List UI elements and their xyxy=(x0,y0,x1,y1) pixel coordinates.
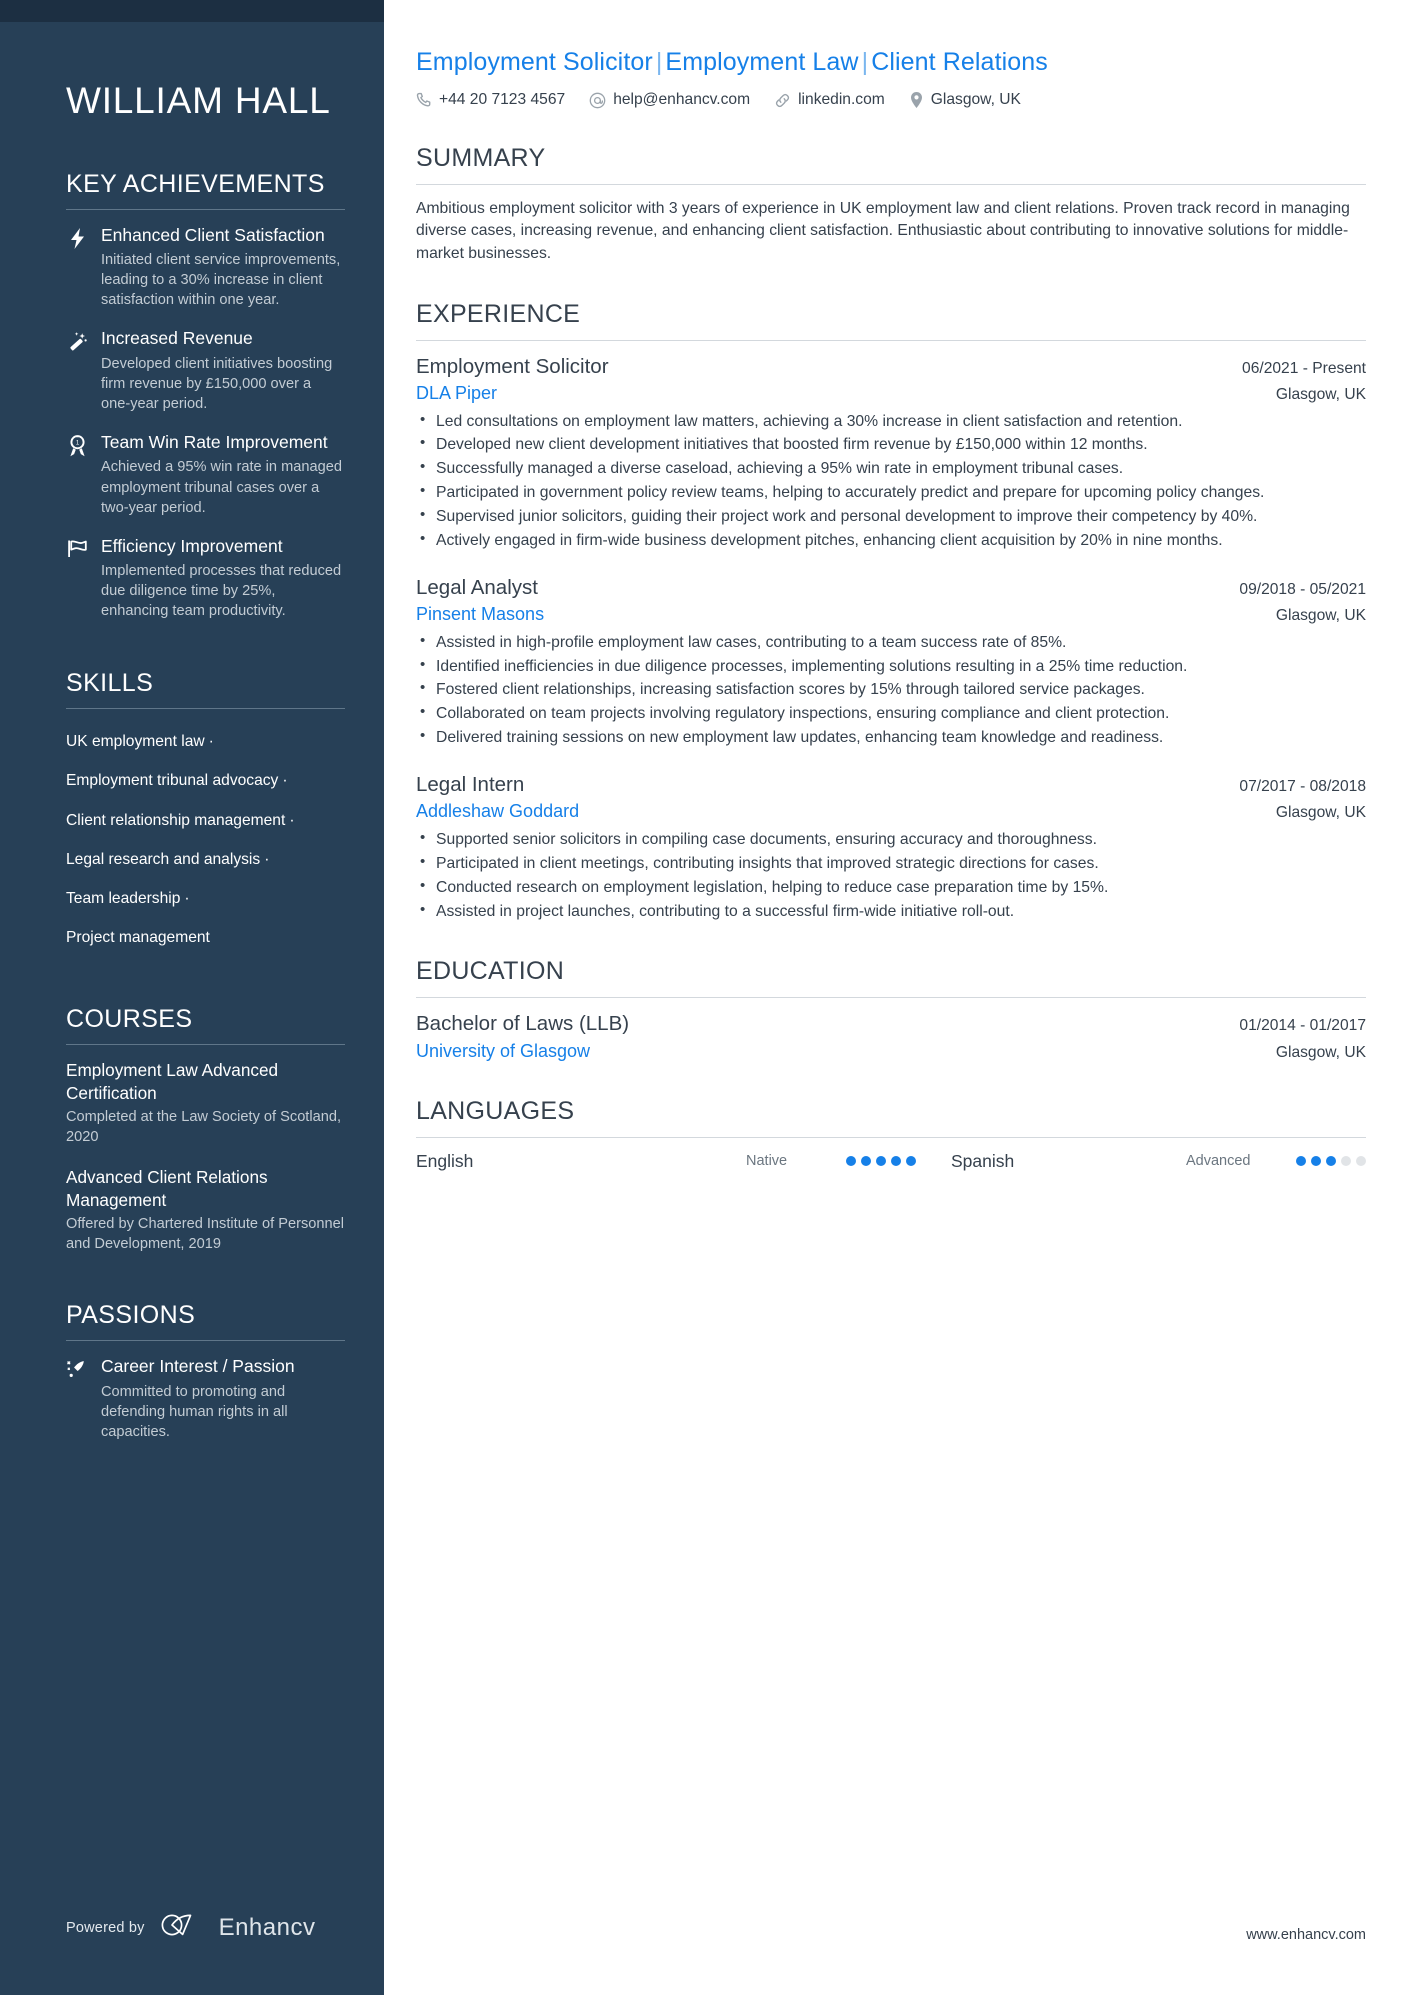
experience-heading: EXPERIENCE xyxy=(416,299,581,328)
language-item-english xyxy=(416,1151,746,1172)
skill-label: Team leadership xyxy=(66,890,181,908)
summary-heading: SUMMARY xyxy=(416,144,546,172)
headline-separator: | xyxy=(655,48,663,76)
section-education xyxy=(416,956,1366,1062)
language-item-spanish xyxy=(951,1151,1186,1172)
skill-item xyxy=(66,840,344,879)
main-content xyxy=(384,0,1410,1995)
job-bullet: • Conducted research on employment legislation, helping to reduce case preparation time by 15%. xyxy=(416,877,1366,898)
section-passions xyxy=(66,1300,344,1442)
contact-location xyxy=(909,91,1021,109)
divider xyxy=(416,1137,1366,1138)
skill-separator: · xyxy=(289,811,295,829)
language-level: Advanced xyxy=(1186,1153,1251,1170)
job-bullets xyxy=(416,632,1366,749)
divider xyxy=(416,997,1366,998)
skills-heading: SKILLS xyxy=(66,668,154,697)
passion-item xyxy=(66,1355,344,1442)
powered-by-label: Powered by xyxy=(66,1919,145,1936)
job-bullet: • Assisted in high-profile employment law cases, contributing to a team success rate of 85%. xyxy=(416,632,1366,653)
job-bullet: • Participated in government policy review teams, helping to accurately predict and prepare for upcoming policy changes. xyxy=(416,482,1366,503)
language-rating-spanish xyxy=(1296,1156,1366,1166)
flag-icon xyxy=(66,535,88,622)
skill-item xyxy=(66,723,344,762)
skill-item xyxy=(66,762,344,801)
skills-list xyxy=(66,723,344,959)
job-bullet: • Developed new client development initiatives that boosted firm revenue by £150,000 within 12 months. xyxy=(416,434,1366,455)
rating-dot xyxy=(861,1156,871,1166)
job-bullet: • Actively engaged in firm-wide business development pitches, enhancing client acquisition by 20% in nine months. xyxy=(416,530,1366,551)
experience-item xyxy=(416,772,1366,922)
job-bullet: • Participated in client meetings, contributing insights that improved strategic directions for cases. xyxy=(416,853,1366,874)
lightning-bolt-icon xyxy=(66,224,88,311)
candidate-name: WILLIAM HALL xyxy=(66,80,331,121)
job-dates: 07/2017 - 08/2018 xyxy=(1239,778,1366,796)
headline-part-2: Employment Law xyxy=(665,48,859,76)
skill-label: Client relationship management xyxy=(66,811,286,829)
achievement-title: Enhanced Client Satisfaction xyxy=(101,224,325,245)
course-title: Advanced Client Relations Management xyxy=(66,1167,268,1210)
skill-separator: · xyxy=(208,733,214,751)
rating-dot xyxy=(1326,1156,1336,1166)
job-bullets xyxy=(416,411,1366,552)
language-rating-english xyxy=(846,1156,951,1166)
rating-dot xyxy=(1311,1156,1321,1166)
job-bullet: • Successfully managed a diverse caseload, achieving a 95% win rate in employment tribunal cases. xyxy=(416,458,1366,479)
contact-email-text: help@enhancv.com xyxy=(613,91,751,108)
section-courses xyxy=(66,1004,344,1254)
passions-heading: PASSIONS xyxy=(66,1301,196,1330)
rating-dot xyxy=(1296,1156,1306,1166)
rating-dot xyxy=(876,1156,886,1166)
job-title: Legal Intern xyxy=(416,773,525,797)
languages-row xyxy=(416,1151,1366,1172)
job-dates: 09/2018 - 05/2021 xyxy=(1239,581,1366,599)
job-title: Employment Solicitor xyxy=(416,354,609,378)
job-company[interactable]: DLA Piper xyxy=(416,382,498,403)
passion-title: Career Interest / Passion xyxy=(101,1356,295,1377)
achievement-description: Developed client initiatives boosting firm revenue by £150,000 over a one-year period. xyxy=(101,355,333,412)
section-skills xyxy=(66,668,344,959)
education-dates: 01/2014 - 01/2017 xyxy=(1239,1016,1366,1034)
skill-item xyxy=(66,801,344,840)
divider xyxy=(416,340,1366,341)
job-bullet: • Supervised junior solicitors, guiding their project work and personal development to improve their competency by 40%. xyxy=(416,506,1366,527)
contact-location-text: Glasgow, UK xyxy=(930,91,1021,108)
course-title: Employment Law Advanced Certification xyxy=(66,1060,279,1103)
skill-separator: · xyxy=(184,890,190,908)
headline xyxy=(416,47,1366,77)
headline-separator: | xyxy=(861,48,869,76)
education-degree: Bachelor of Laws (LLB) xyxy=(416,1011,630,1035)
achievement-item xyxy=(66,224,344,311)
sidebar xyxy=(0,0,384,1995)
skill-label: Legal research and analysis xyxy=(66,850,261,868)
achievement-description: Implemented processes that reduced due diligence time by 25%, enhancing team productivity. xyxy=(101,563,342,620)
sidebar-top-band xyxy=(0,0,384,22)
job-company[interactable]: Addleshaw Goddard xyxy=(416,801,580,822)
job-location: Glasgow, UK xyxy=(1275,804,1366,822)
education-school[interactable]: University of Glasgow xyxy=(416,1040,591,1061)
contact-linkedin-text: linkedin.com xyxy=(798,91,885,108)
skill-label: Project management xyxy=(66,929,210,947)
divider xyxy=(66,1044,345,1045)
rating-dot xyxy=(1341,1156,1351,1166)
site-url: www.enhancv.com xyxy=(1246,1927,1366,1943)
award-ribbon-icon xyxy=(66,431,88,518)
achievement-description: Initiated client service improvements, leading to a 30% increase in client satisfaction within one year. xyxy=(101,251,341,309)
svg-text:1: 1 xyxy=(75,440,79,447)
passion-description: Committed to promoting and defending human rights in all capacities. xyxy=(101,1383,288,1440)
skill-item xyxy=(66,880,344,919)
section-key-achievements xyxy=(66,169,344,622)
rating-dot xyxy=(846,1156,856,1166)
headline-part-1: Employment Solicitor xyxy=(416,48,653,76)
skill-separator: · xyxy=(264,850,270,868)
achievement-title: Efficiency Improvement xyxy=(101,535,283,556)
job-location: Glasgow, UK xyxy=(1275,606,1366,624)
achievement-title: Team Win Rate Improvement xyxy=(101,432,328,453)
location-pin-icon xyxy=(909,91,924,109)
course-item xyxy=(66,1166,344,1254)
divider xyxy=(66,1340,345,1341)
rating-dot xyxy=(891,1156,901,1166)
job-dates: 06/2021 - Present xyxy=(1242,359,1366,377)
summary-text: Ambitious employment solicitor with 3 years of experience in UK employment law and client relations. Proven track record in managing diverse cases, increasing revenue, and enhancing client satisfaction. Enthusiastic about contributing to innovative solutions for middle-market businesses. xyxy=(416,200,1350,262)
language-level: Native xyxy=(746,1153,788,1170)
headline-part-3: Client Relations xyxy=(871,48,1048,76)
course-subtitle: Completed at the Law Society of Scotland, 2020 xyxy=(66,1108,342,1146)
achievement-title: Increased Revenue xyxy=(101,328,253,349)
key-achievements-heading: KEY ACHIEVEMENTS xyxy=(66,169,325,198)
magic-wand-icon xyxy=(66,327,88,414)
achievement-description: Achieved a 95% win rate in managed employment tribunal cases over a two-year period. xyxy=(101,459,342,516)
job-bullet: • Led consultations on employment law matters, achieving a 30% increase in client satisfaction and retention. xyxy=(416,411,1366,432)
job-bullet: • Fostered client relationships, increasing satisfaction scores by 15% through tailored service packages. xyxy=(416,679,1366,700)
link-icon xyxy=(774,92,791,109)
experience-item xyxy=(416,575,1366,748)
contact-email[interactable] xyxy=(589,91,750,109)
powered-by-footer xyxy=(66,1912,315,1943)
contact-linkedin[interactable] xyxy=(774,91,885,109)
job-title: Legal Analyst xyxy=(416,576,538,600)
job-bullet: • Delivered training sessions on new employment law updates, enhancing team knowledge and readiness. xyxy=(416,727,1366,748)
achievement-item xyxy=(66,431,344,518)
language-level-spanish xyxy=(1186,1153,1296,1169)
rating-dot xyxy=(1356,1156,1366,1166)
section-languages xyxy=(416,1096,1366,1172)
language-name: English xyxy=(416,1150,474,1171)
skill-label: UK employment law xyxy=(66,733,205,751)
divider xyxy=(66,708,345,709)
course-item xyxy=(66,1059,344,1147)
skill-item xyxy=(66,919,344,958)
rocket-trail-icon xyxy=(66,1355,88,1442)
contact-phone-text: +44 20 7123 4567 xyxy=(439,91,566,108)
job-bullet: • Collaborated on team projects involving regulatory inspections, ensuring compliance and client protection. xyxy=(416,703,1366,724)
experience-item xyxy=(416,354,1366,551)
languages-heading: LANGUAGES xyxy=(416,1096,575,1125)
achievement-item xyxy=(66,535,344,622)
divider xyxy=(416,184,1366,185)
divider xyxy=(66,209,345,210)
job-location: Glasgow, UK xyxy=(1275,385,1366,403)
section-experience xyxy=(416,299,1366,922)
job-bullet: • Supported senior solicitors in compiling case documents, ensuring accuracy and thoroughness. xyxy=(416,829,1366,850)
education-item xyxy=(416,1011,1366,1062)
skill-label: Employment tribunal advocacy xyxy=(66,772,279,790)
job-company[interactable]: Pinsent Masons xyxy=(416,603,545,624)
job-bullet: • Identified inefficiencies in due diligence processes, implementing solutions resulting in a 25% time reduction. xyxy=(416,656,1366,677)
section-summary xyxy=(416,143,1366,265)
contact-row xyxy=(416,91,1366,109)
contact-phone[interactable] xyxy=(416,91,565,109)
job-bullet: • Assisted in project launches, contributing to a successful firm-wide initiative roll-out. xyxy=(416,901,1366,922)
enhancv-brand: Enhancv xyxy=(218,1913,316,1941)
language-level-english xyxy=(746,1153,846,1169)
phone-icon xyxy=(416,92,432,108)
enhancv-logo-icon xyxy=(159,1912,205,1943)
rating-dot xyxy=(906,1156,916,1166)
education-location: Glasgow, UK xyxy=(1275,1043,1366,1061)
email-icon xyxy=(589,92,606,109)
job-bullets xyxy=(416,829,1366,922)
language-name: Spanish xyxy=(951,1150,1015,1171)
achievement-item xyxy=(66,327,344,414)
courses-heading: COURSES xyxy=(66,1005,193,1034)
course-subtitle: Offered by Chartered Institute of Personnel and Development, 2019 xyxy=(66,1215,344,1253)
skill-separator: · xyxy=(282,772,288,790)
education-heading: EDUCATION xyxy=(416,956,565,985)
